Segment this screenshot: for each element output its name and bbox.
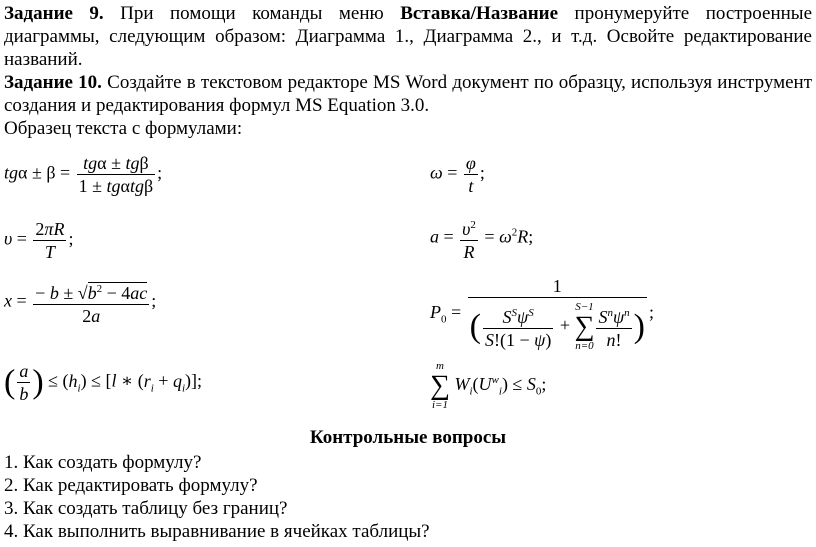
question-4: 4. Как выполнить выравнивание в ячейках таблицы? — [4, 521, 430, 542]
question-2: 2. Как редактировать формулу? — [4, 475, 258, 496]
task9-text-a: При помощи команды меню — [120, 3, 384, 24]
formula-velocity: υ = $\frac{2\pi R}{T}$ ; — [4, 219, 74, 262]
task9-menu-name: Вставка/Название — [400, 3, 559, 24]
questions-heading: Контрольные вопросы — [309, 427, 507, 448]
formula-tan-sum: tgα ± β = $\frac{\text{tgα ± tgβ}}{\text{1 ± tgαtgβ}}$ ; — [4, 153, 163, 196]
task10-paragraph — [4, 71, 812, 117]
formula-p0: $P_0$ = 1 ( $\frac{S^S\psi^S}{S!(1 - \psi)}$ + S−1 ∑ n=0 $\frac{S^n\psi^n}{n!}$ ) ; — [430, 276, 654, 352]
task9-paragraph — [4, 2, 812, 71]
task9-text-b: пронумеруйте построенные диаграммы, следующим образом: Диаграмма 1., Диаграмма 2., и т.д. Освойте редактирование названий. — [4, 3, 813, 70]
question-1: 1. Как создать формулу? — [4, 452, 202, 473]
task9-label: Задание 9. — [4, 3, 104, 24]
task10-text: Создайте в текстовом редакторе MS Word документ по образцу, используя инструмент создания и редактирования формул MS Equation 3.0. — [4, 72, 813, 116]
formula-omega: ω = $\frac{\varphi}{t}$ ; — [430, 153, 485, 196]
formula-quadratic: x = $\frac{- b \pm √b^2 - 4ac}{2a}$ ; — [4, 278, 156, 327]
question-3: 3. Как создать таблицу без границ? — [4, 498, 288, 519]
formula-sum: m ∑ i=1 $W_i(U^w_i) \le S_0$; — [430, 360, 547, 411]
task10-label: Задание 10. — [4, 72, 102, 93]
sample-title: Образец текста с формулами: — [4, 118, 243, 139]
formula-inequality: ( $\frac{a}{b}$ ) ≤ $(h_i) \le [l$ ∗ $(r_i + q_i)$]; — [4, 361, 203, 404]
formula-acceleration: a = $\frac{\upsilon^2}{R}$ = $\omega^2R$; — [430, 214, 533, 263]
